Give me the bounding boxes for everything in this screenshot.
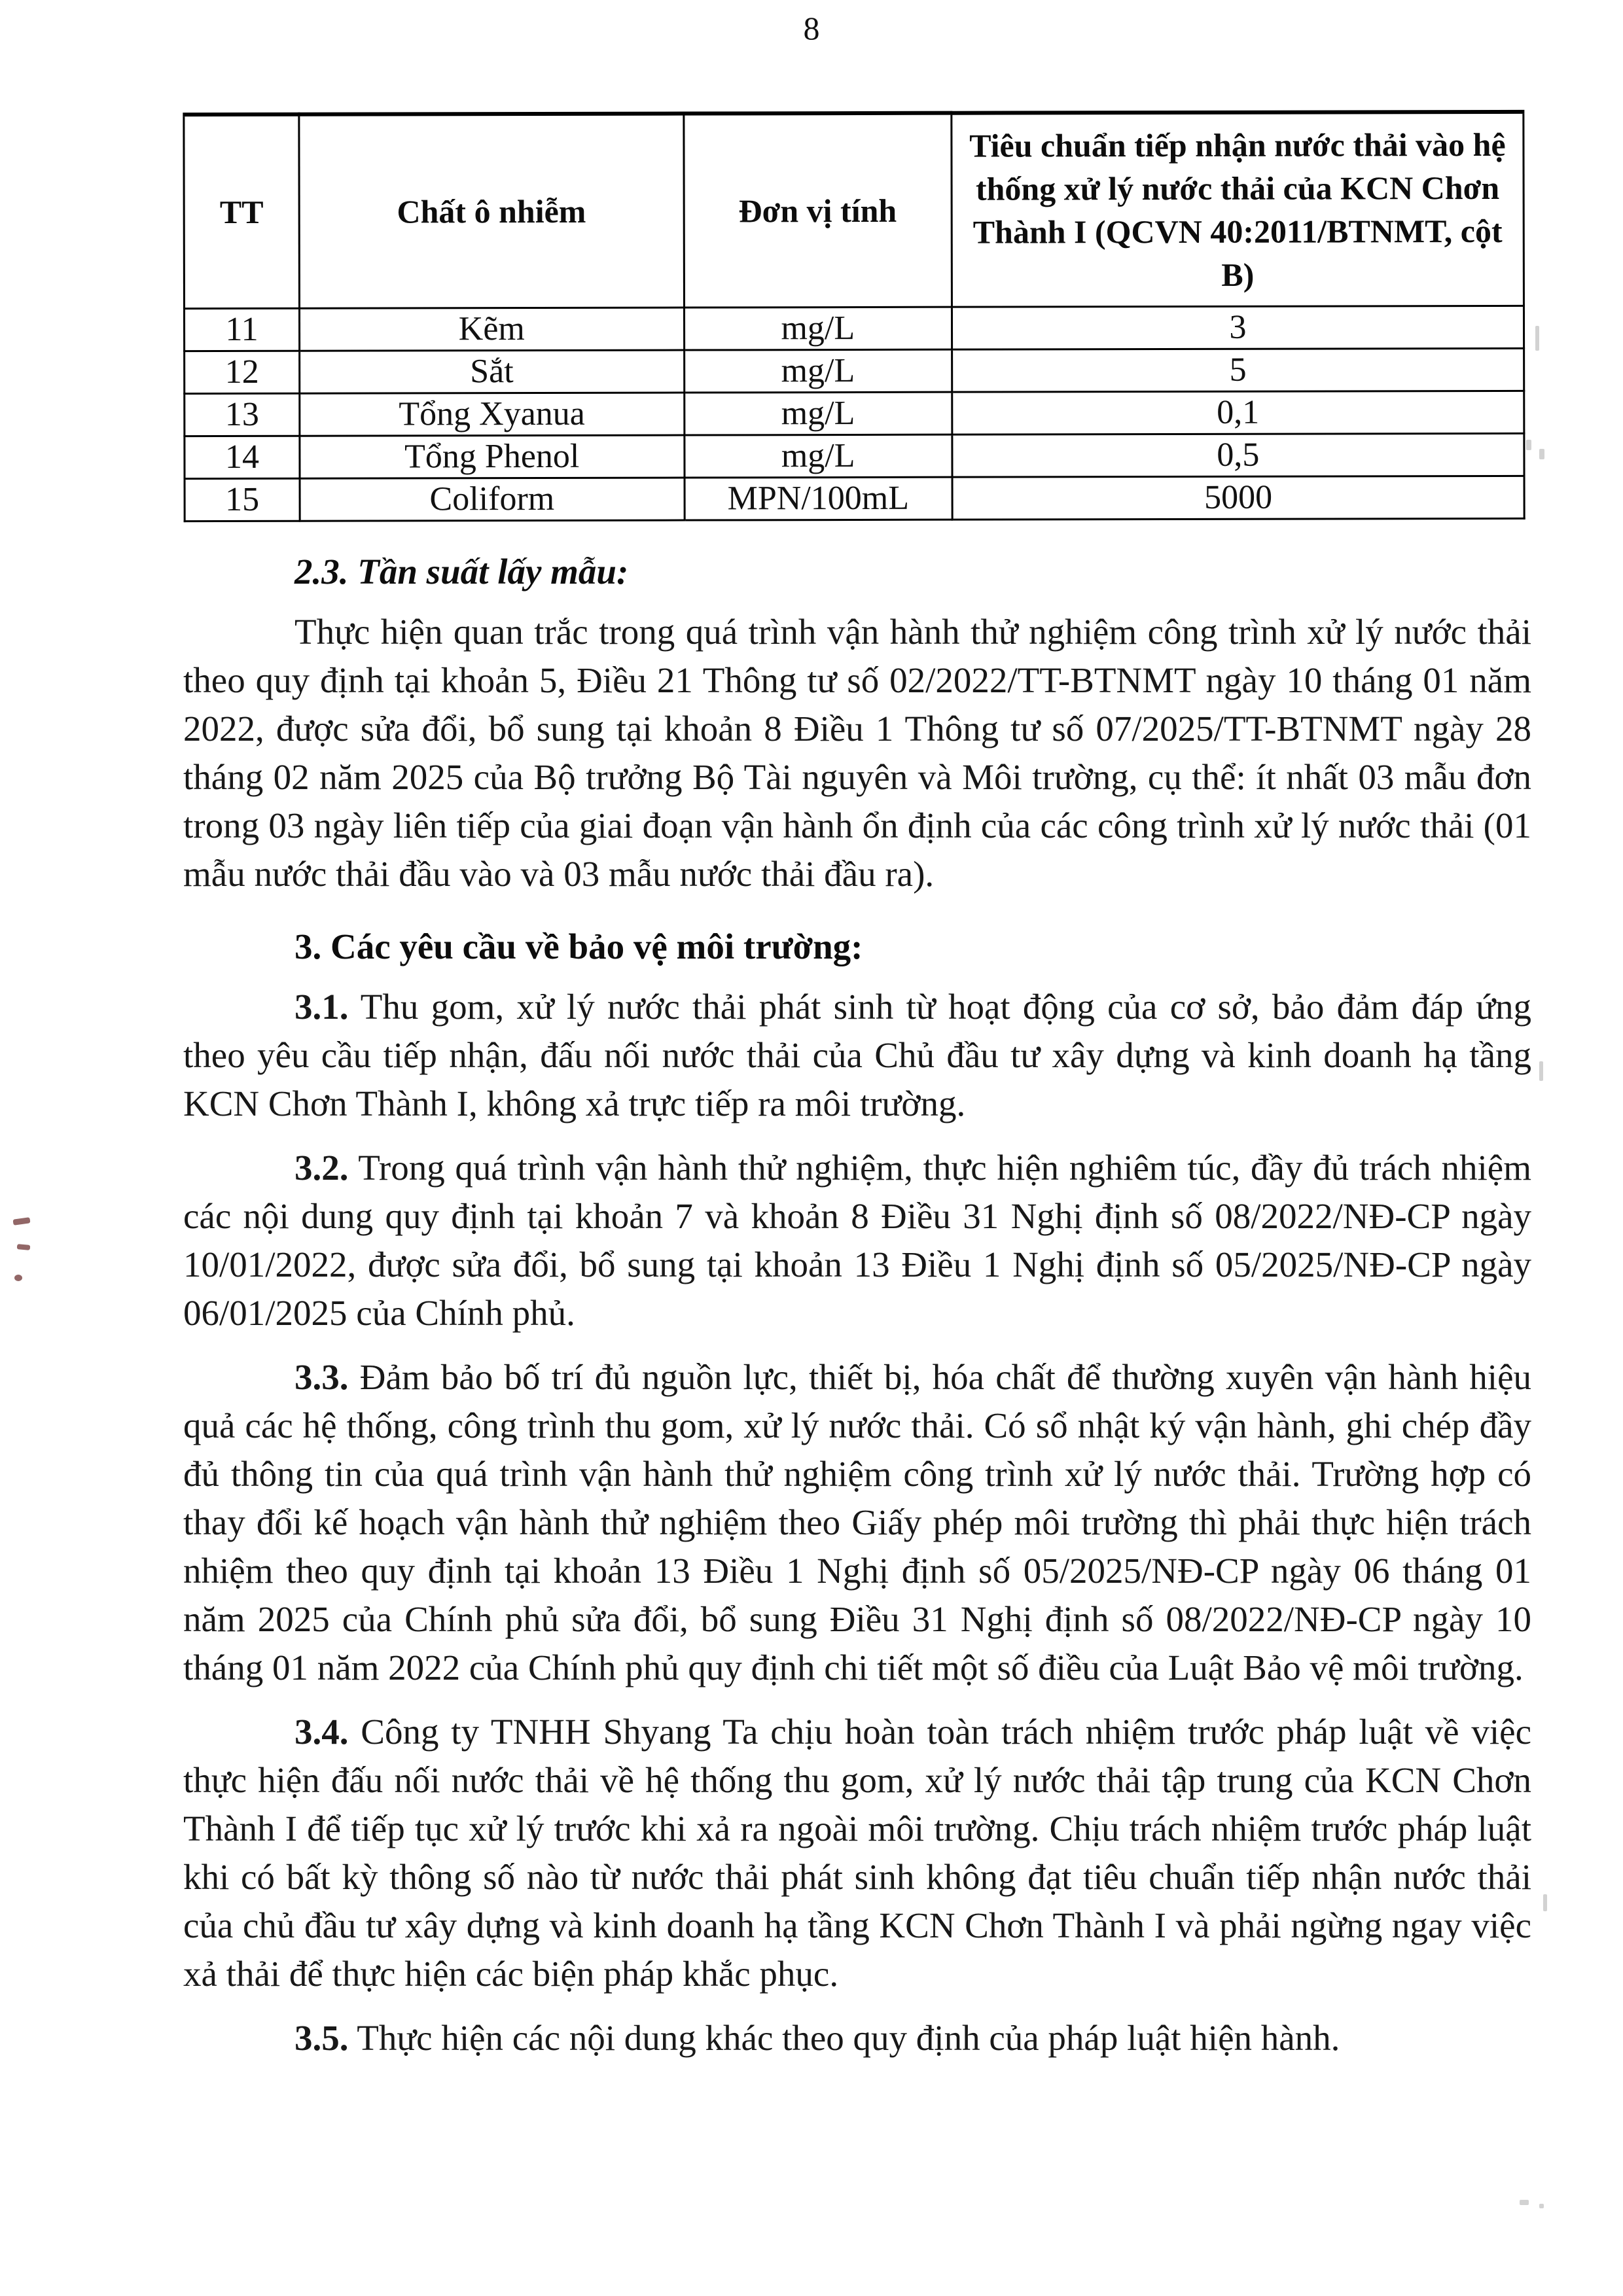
table-cell-pollutant: Kẽm [300, 308, 685, 351]
section-3-4-paragraph [183, 1708, 1531, 1998]
section-3-2-paragraph [183, 1144, 1531, 1337]
scan-speck [1520, 2200, 1529, 2205]
table-cell-tt: 14 [185, 436, 300, 478]
section-3-5-text: Thực hiện các nội dung khác theo quy định của pháp luật hiện hành. [348, 2018, 1340, 2058]
scan-speck [1539, 1061, 1543, 1081]
section-3-4-text: Công ty TNHH Shyang Ta chịu hoàn toàn trách nhiệm trước pháp luật về việc thực hiện đấu nối nước thải về hệ thống thu gom, xử lý nước thải tập trung của KCN Chơn Thành I để tiếp tục xử lý trước khi xả ra ngoài môi trường. Chịu trách nhiệm trước pháp luật khi có bất kỳ thông số nào từ nước thải phát sinh không đạt tiêu chuẩn tiếp nhận nước thải của chủ đầu tư xây dựng và kinh doanh hạ tầng KCN Chơn Thành I và phải ngừng ngay việc xả thải để thực hiện các biện pháp khắc phục. [183, 1712, 1531, 1994]
table-row [185, 391, 1524, 436]
table-cell-value: 5 [952, 348, 1524, 392]
table-row [185, 348, 1524, 393]
table-cell-value: 0,1 [952, 391, 1524, 434]
section-3-2-label: 3.2. [294, 1148, 349, 1188]
section-2-3-heading: 2.3. Tần suất lấy mẫu: [294, 552, 629, 592]
section-3-2-text: Trong quá trình vận hành thử nghiệm, thực hiện nghiêm túc, đầy đủ trách nhiệm các nội dung quy định tại khoản 7 và khoản 8 Điều 31 Nghị định số 08/2022/NĐ-CP ngày 10/01/2022, được sửa đổi, bổ sung tại khoản 13 Điều 1 Nghị định số 05/2025/NĐ-CP ngày 06/01/2025 của Chính phủ. [183, 1148, 1531, 1333]
table-cell-pollutant: Tổng Phenol [300, 435, 685, 478]
table-cell-value: 5000 [952, 476, 1524, 520]
pollutant-standards-table [183, 110, 1525, 522]
table-cell-pollutant: Sắt [300, 350, 685, 393]
section-3-1-text: Thu gom, xử lý nước thải phát sinh từ hoạt động của cơ sở, bảo đảm đáp ứng theo yêu cầu tiếp nhận, đấu nối nước thải của Chủ đầu tư xây dựng và kinh doanh hạ tầng KCN Chơn Thành I, không xả trực tiếp ra môi trường. [183, 987, 1531, 1123]
table-cell-value: 3 [952, 306, 1524, 349]
scan-speck [1539, 449, 1544, 459]
section-3-3-paragraph [183, 1353, 1531, 1692]
table-cell-unit: mg/L [684, 349, 952, 393]
scan-speck [1539, 2204, 1544, 2208]
col-header-unit: Đơn vị tính [683, 113, 952, 308]
table-header-row [184, 112, 1524, 309]
table-row [185, 433, 1524, 478]
table-cell-tt: 15 [185, 478, 300, 521]
section-2-3-paragraph: Thực hiện quan trắc trong quá trình vận hành thử nghiệm công trình xử lý nước thải theo quy định tại khoản 5, Điều 21 Thông tư số 02/2022/TT-BTNMT ngày 10 tháng 01 năm 2022, được sửa đổi, bổ sung tại khoản 8 Điều 1 Thông tư số 07/2025/TT-BTNMT ngày 28 tháng 02 năm 2025 của Bộ trưởng Bộ Tài nguyên và Môi trường, cụ thể: ít nhất 03 mẫu đơn trong 03 ngày liên tiếp của giai đoạn vận hành ổn định của các công trình xử lý nước thải (01 mẫu nước thải đầu vào và 03 mẫu nước thải đầu ra). [183, 612, 1531, 894]
section-3-1-paragraph [183, 983, 1531, 1128]
page-number: 8 [803, 10, 820, 46]
table-cell-unit: mg/L [684, 434, 952, 478]
col-header-tt: TT [184, 115, 300, 309]
table-cell-unit: MPN/100mL [685, 477, 953, 520]
section-3-1-label: 3.1. [294, 987, 349, 1027]
pen-mark-artifact [13, 1217, 31, 1226]
section-3-5-paragraph [183, 2014, 1531, 2062]
table-row [184, 306, 1524, 351]
table-cell-pollutant: Coliform [300, 478, 685, 521]
scan-speck [1526, 440, 1531, 450]
scan-speck [1535, 326, 1539, 351]
table-cell-value: 0,5 [952, 433, 1524, 477]
col-header-pollutant: Chất ô nhiễm [299, 114, 684, 309]
section-3-3-label: 3.3. [294, 1357, 349, 1397]
table-cell-tt: 13 [185, 393, 300, 436]
section-3-5-label: 3.5. [294, 2018, 349, 2058]
table-cell-unit: mg/L [684, 392, 952, 435]
table-cell-tt: 12 [185, 351, 300, 393]
scan-speck [1543, 1894, 1547, 1911]
col-header-standard: Tiêu chuẩn tiếp nhận nước thải vào hệ thống xử lý nước thải của KCN Chơn Thành I (QCVN 40:2011/BTNMT, cột B) [952, 112, 1524, 307]
section-3-heading: 3. Các yêu cầu về bảo vệ môi trường: [294, 927, 863, 966]
table-row [185, 476, 1524, 521]
table-cell-tt: 11 [184, 308, 299, 351]
table-cell-pollutant: Tổng Xyanua [300, 393, 685, 436]
table-cell-unit: mg/L [684, 307, 952, 350]
pen-mark-artifact [17, 1244, 31, 1250]
section-3-3-text: Đảm bảo bố trí đủ nguồn lực, thiết bị, hóa chất để thường xuyên vận hành hiệu quả các hệ thống, công trình thu gom, xử lý nước thải. Có sổ nhật ký vận hành, ghi chép đầy đủ thông tin của quá trình vận hành thử nghiệm công trình xử lý nước thải. Trường hợp có thay đổi kế hoạch vận hành thử nghiệm theo Giấy phép môi trường thì phải thực hiện trách nhiệm theo quy định tại khoản 13 Điều 1 Nghị định số 05/2025/NĐ-CP ngày 06 tháng 01 năm 2025 của Chính phủ sửa đổi, bổ sung Điều 31 Nghị định số 08/2022/NĐ-CP ngày 10 tháng 01 năm 2022 của Chính phủ quy định chi tiết một số điều của Luật Bảo vệ môi trường. [183, 1357, 1531, 1687]
pen-mark-artifact [14, 1275, 22, 1281]
section-3-4-label: 3.4. [294, 1712, 349, 1752]
